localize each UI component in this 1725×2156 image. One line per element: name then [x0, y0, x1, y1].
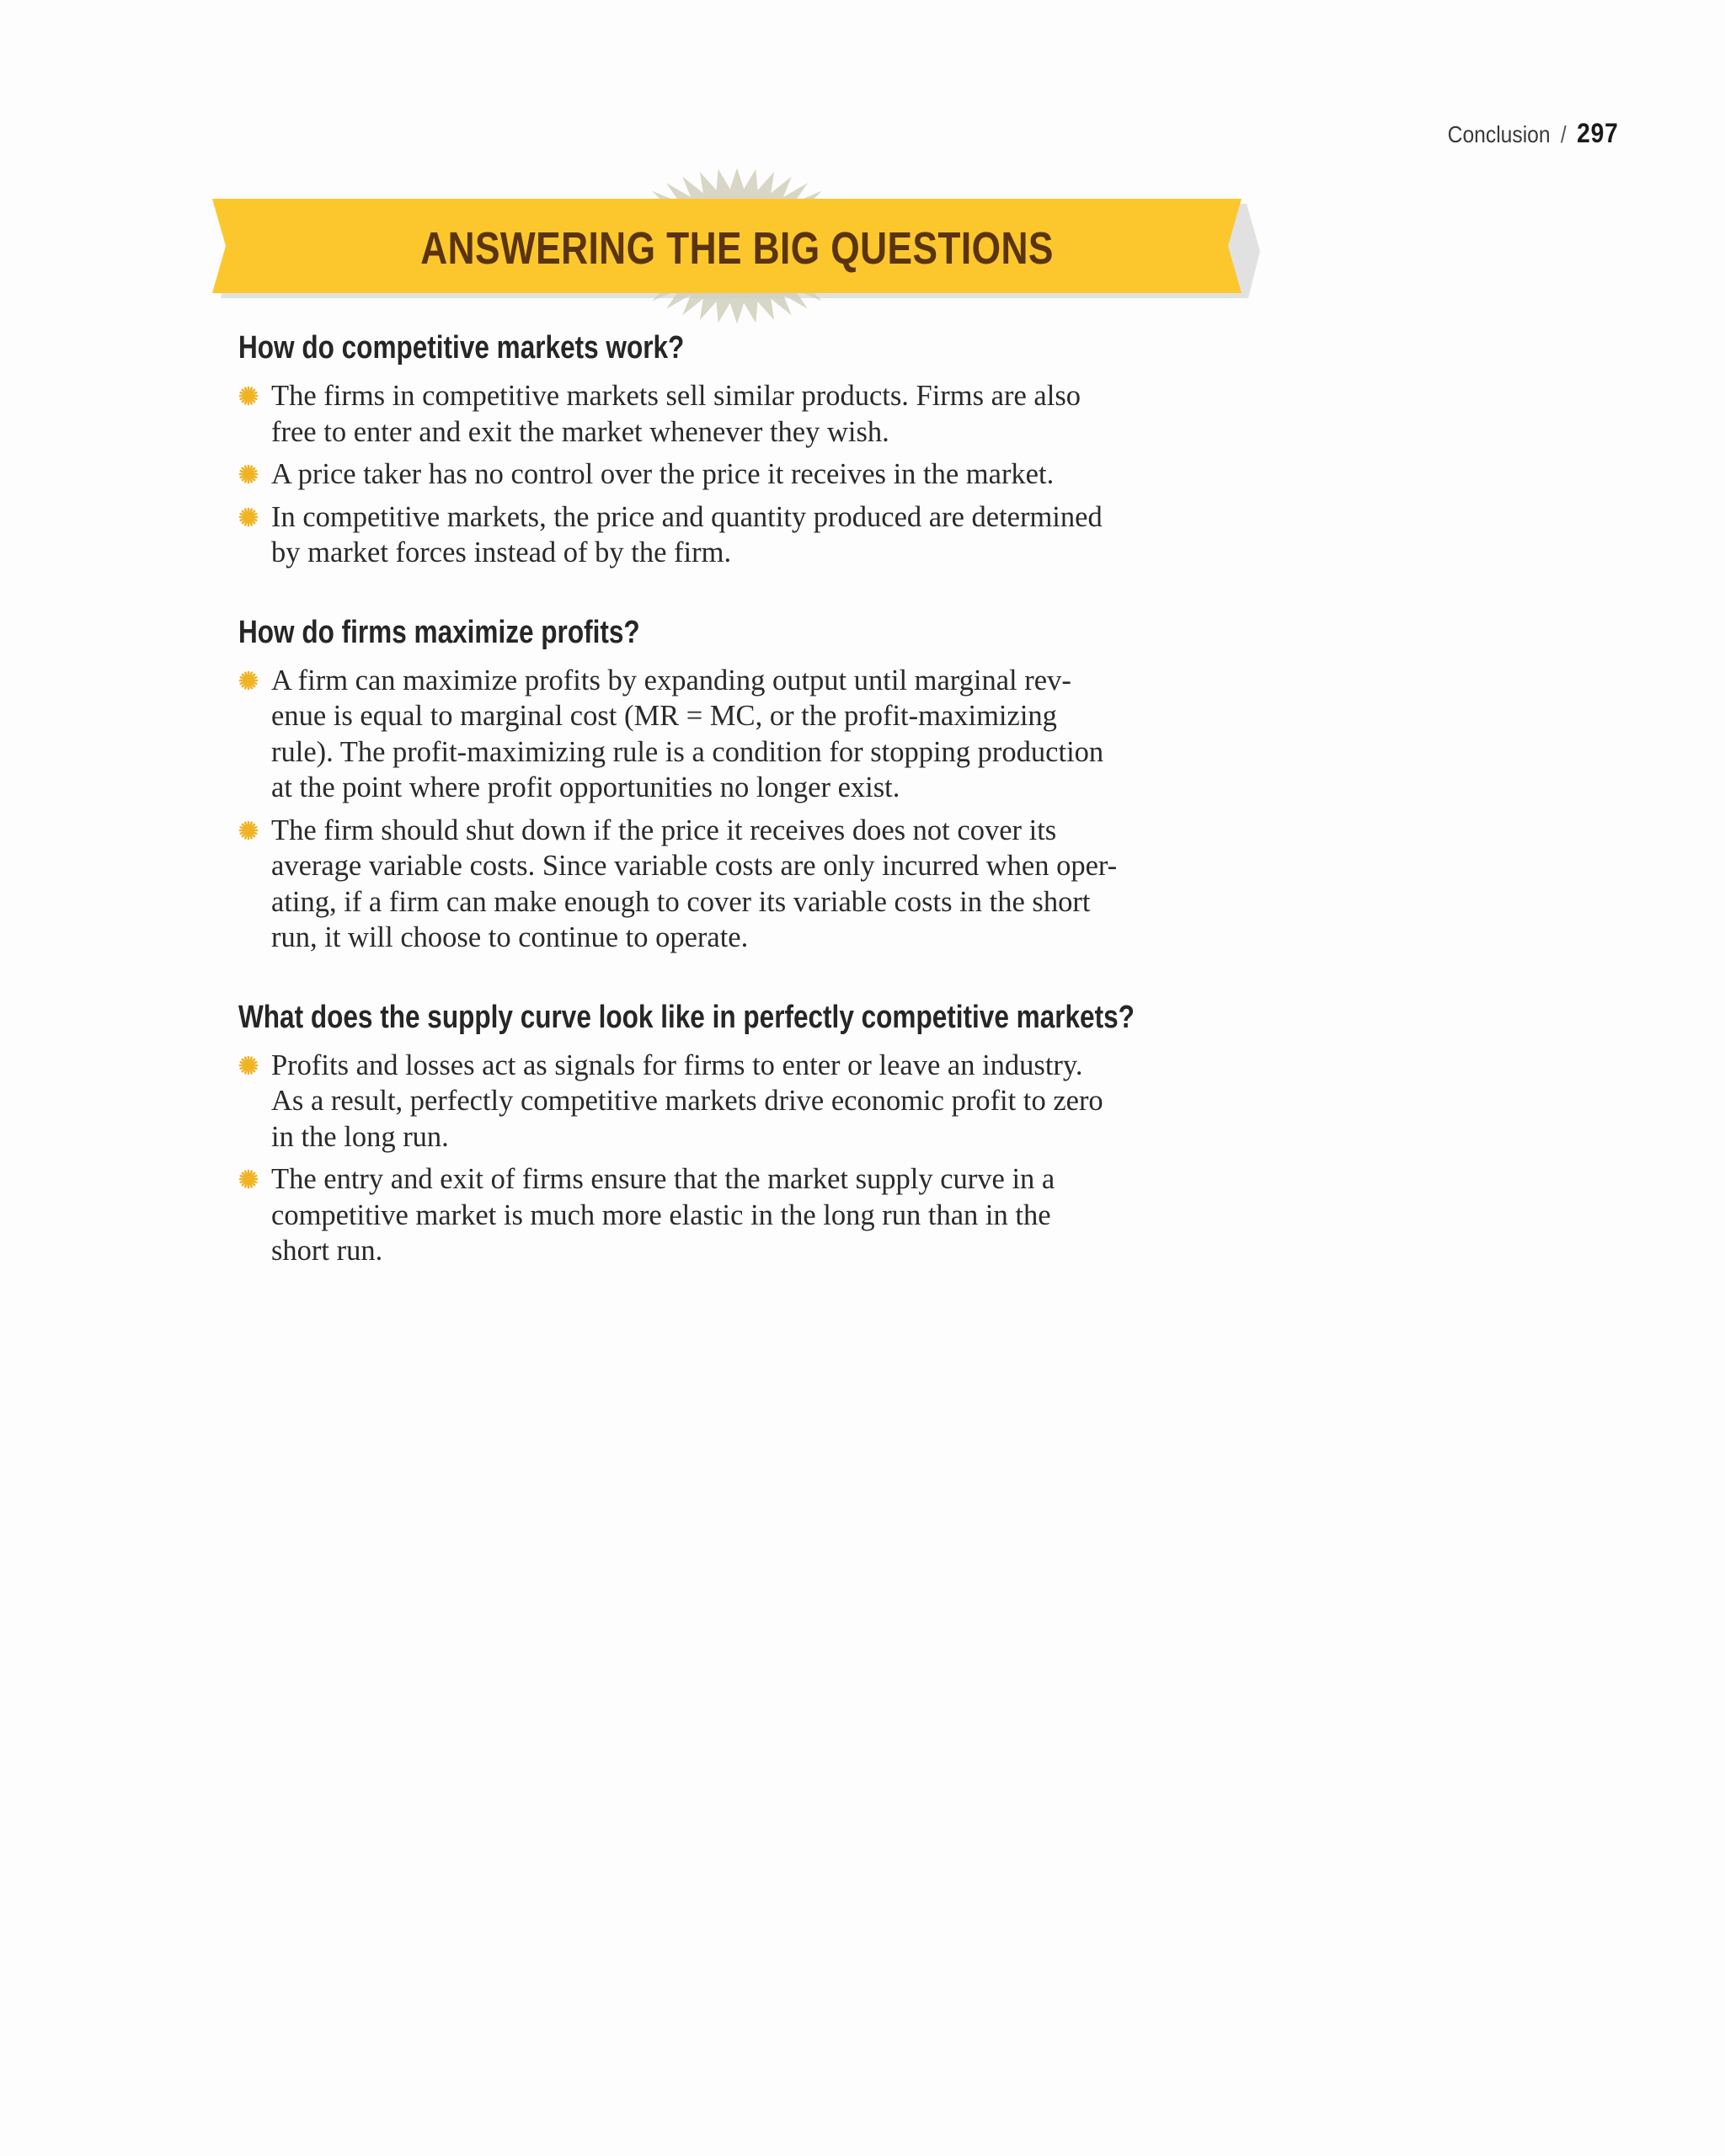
- bullet-list: [238, 1048, 1274, 1269]
- bullet-line: The entry and exit of firms ensure that the market supply curve in a: [271, 1163, 1055, 1195]
- running-head-section: Conclusion: [1447, 121, 1551, 147]
- section-competitive-markets: [238, 330, 1274, 571]
- bullet-item: [238, 1048, 1274, 1155]
- page-number: 297: [1577, 118, 1619, 148]
- bullet-line: A price taker has no control over the price it receives in the market.: [271, 458, 1055, 490]
- bullet-item: [238, 663, 1274, 806]
- bullet-text: [271, 813, 1274, 956]
- bullet-line: In competitive markets, the price and quantity produced are determined: [271, 500, 1103, 533]
- bullet-line: rule). The profit-maximizing rule is a condition for stopping production: [271, 735, 1104, 768]
- bullet-line: short run.: [271, 1235, 383, 1267]
- bullet-text: [271, 1161, 1274, 1269]
- asterisk-icon: [238, 814, 260, 846]
- asterisk-icon: [238, 1163, 260, 1195]
- bullet-line: ating, if a firm can make enough to cover its variable costs in the short: [271, 885, 1091, 918]
- bullet-text: [271, 499, 1274, 571]
- asterisk-icon: [238, 380, 260, 412]
- bullet-text: [271, 378, 1274, 450]
- bullet-text: [271, 663, 1274, 806]
- bullet-line: competitive market is much more elastic in the long run than in the: [271, 1198, 1051, 1231]
- bullet-item: [238, 813, 1274, 956]
- content: [238, 330, 1274, 1313]
- asterisk-icon: [238, 1049, 260, 1081]
- answering-questions-banner: [209, 152, 1265, 328]
- asterisk-icon: [238, 458, 260, 490]
- bullet-list: [238, 378, 1274, 571]
- bullet-line: by market forces instead of by the firm.: [271, 536, 732, 568]
- bullet-line: average variable costs. Since variable costs are only incurred when oper-: [271, 850, 1118, 882]
- bullet-item: [238, 378, 1274, 450]
- asterisk-icon: [238, 664, 260, 696]
- bullet-line: As a result, perfectly competitive markets drive economic profit to zero: [271, 1085, 1103, 1117]
- bullet-line: enue is equal to marginal cost (MR = MC, or the profit-maximizing: [271, 700, 1057, 732]
- running-head-separator: /: [1561, 121, 1567, 147]
- section-heading: How do competitive markets work?: [238, 330, 685, 366]
- asterisk-icon: [238, 501, 260, 533]
- bullet-text: [271, 456, 1274, 493]
- running-head: [1448, 118, 1619, 149]
- bullet-item: [238, 1161, 1274, 1269]
- bullet-item: [238, 456, 1274, 493]
- bullet-line: The firm should shut down if the price it receives does not cover its: [271, 814, 1057, 846]
- section-maximize-profits: [238, 615, 1274, 956]
- section-heading: What does the supply curve look like in perfectly competitive markets?: [238, 999, 1135, 1035]
- bullet-line: run, it will choose to continue to operate.: [271, 921, 749, 953]
- bullet-list: [238, 663, 1274, 956]
- section-heading: How do firms maximize profits?: [238, 614, 640, 650]
- bullet-line: at the point where profit opportunities no longer exist.: [271, 771, 900, 803]
- banner-title: ANSWERING THE BIG QUESTIONS: [420, 223, 1054, 274]
- bullet-item: [238, 499, 1274, 571]
- section-supply-curve: [238, 1000, 1274, 1269]
- bullet-line: A firm can maximize profits by expanding output until marginal rev-: [271, 664, 1071, 696]
- bullet-line: in the long run.: [271, 1120, 449, 1153]
- bullet-line: The firms in competitive markets sell similar products. Firms are also: [271, 380, 1081, 412]
- bullet-line: free to enter and exit the market whenever they wish.: [271, 415, 889, 448]
- bullet-text: [271, 1048, 1274, 1155]
- bullet-line: Profits and losses act as signals for firms to enter or leave an industry.: [271, 1049, 1083, 1081]
